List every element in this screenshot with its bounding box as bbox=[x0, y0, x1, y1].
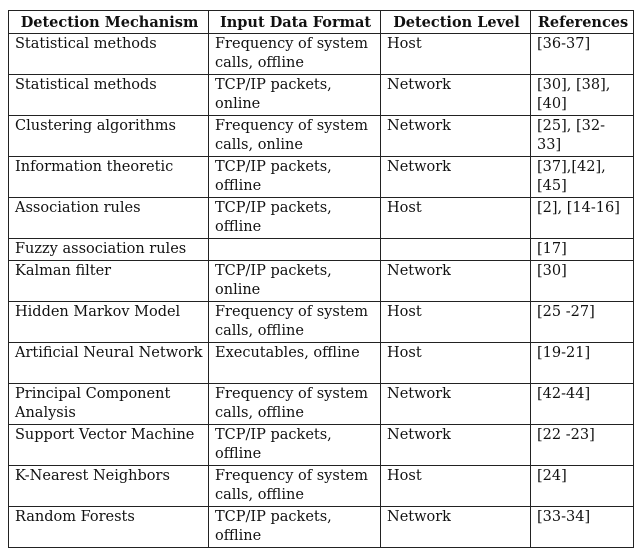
table-row bbox=[9, 34, 634, 75]
header-input-data-format: Input Data Format bbox=[209, 11, 381, 34]
table-row bbox=[9, 116, 634, 157]
table-row bbox=[9, 239, 634, 261]
cell-detection-level: Host bbox=[381, 466, 531, 507]
cell-mechanism: Hidden Markov Model bbox=[9, 302, 209, 343]
cell-detection-level: Host bbox=[381, 198, 531, 239]
table-row bbox=[9, 198, 634, 239]
cell-input-format: TCP/IP packets, online bbox=[209, 261, 381, 302]
cell-references: [36-37] bbox=[531, 34, 634, 75]
cell-input-format bbox=[209, 239, 381, 261]
cell-input-format: TCP/IP packets, offline bbox=[209, 425, 381, 466]
table-row bbox=[9, 425, 634, 466]
detection-mechanisms-table bbox=[8, 10, 634, 548]
cell-mechanism: Fuzzy association rules bbox=[9, 239, 209, 261]
table-row bbox=[9, 507, 634, 548]
cell-detection-level: Network bbox=[381, 116, 531, 157]
cell-input-format: Frequency of system calls, offline bbox=[209, 34, 381, 75]
cell-input-format: TCP/IP packets, offline bbox=[209, 157, 381, 198]
cell-mechanism: Principal Component Analysis bbox=[9, 384, 209, 425]
header-row bbox=[9, 11, 634, 34]
cell-input-format: TCP/IP packets, offline bbox=[209, 507, 381, 548]
cell-references: [42-44] bbox=[531, 384, 634, 425]
cell-detection-level: Host bbox=[381, 343, 531, 384]
cell-input-format: TCP/IP packets, online bbox=[209, 75, 381, 116]
cell-detection-level: Network bbox=[381, 261, 531, 302]
cell-detection-level: Host bbox=[381, 302, 531, 343]
cell-input-format: Executables, offline bbox=[209, 343, 381, 384]
cell-detection-level: Network bbox=[381, 384, 531, 425]
cell-detection-level: Host bbox=[381, 34, 531, 75]
table-row bbox=[9, 302, 634, 343]
table-row bbox=[9, 466, 634, 507]
header-detection-level: Detection Level bbox=[381, 11, 531, 34]
cell-references: [2], [14-16] bbox=[531, 198, 634, 239]
cell-mechanism: Information theoretic bbox=[9, 157, 209, 198]
table-container bbox=[8, 10, 633, 548]
cell-mechanism: Association rules bbox=[9, 198, 209, 239]
cell-references: [19-21] bbox=[531, 343, 634, 384]
cell-references: [37],[42], [45] bbox=[531, 157, 634, 198]
cell-references: [17] bbox=[531, 239, 634, 261]
cell-mechanism: Clustering algorithms bbox=[9, 116, 209, 157]
cell-detection-level: Network bbox=[381, 425, 531, 466]
cell-references: [33-34] bbox=[531, 507, 634, 548]
cell-references: [30] bbox=[531, 261, 634, 302]
header-references: References bbox=[531, 11, 634, 34]
cell-mechanism: Statistical methods bbox=[9, 75, 209, 116]
cell-mechanism: K-Nearest Neighbors bbox=[9, 466, 209, 507]
table-row bbox=[9, 261, 634, 302]
cell-references: [24] bbox=[531, 466, 634, 507]
cell-mechanism: Kalman filter bbox=[9, 261, 209, 302]
table-row bbox=[9, 75, 634, 116]
cell-references: [22 -23] bbox=[531, 425, 634, 466]
table-row bbox=[9, 384, 634, 425]
cell-references: [25], [32-33] bbox=[531, 116, 634, 157]
cell-input-format: Frequency of system calls, online bbox=[209, 116, 381, 157]
table-row bbox=[9, 343, 634, 384]
cell-mechanism: Random Forests bbox=[9, 507, 209, 548]
cell-references: [30], [38], [40] bbox=[531, 75, 634, 116]
table-row bbox=[9, 157, 634, 198]
cell-detection-level: Network bbox=[381, 507, 531, 548]
cell-input-format: Frequency of system calls, offline bbox=[209, 302, 381, 343]
cell-mechanism: Statistical methods bbox=[9, 34, 209, 75]
cell-mechanism: Support Vector Machine bbox=[9, 425, 209, 466]
header-detection-mechanism: Detection Mechanism bbox=[9, 11, 209, 34]
cell-detection-level bbox=[381, 239, 531, 261]
cell-input-format: TCP/IP packets, offline bbox=[209, 198, 381, 239]
cell-input-format: Frequency of system calls, offline bbox=[209, 384, 381, 425]
cell-detection-level: Network bbox=[381, 75, 531, 116]
cell-references: [25 -27] bbox=[531, 302, 634, 343]
cell-mechanism: Artificial Neural Network bbox=[9, 343, 209, 384]
cell-detection-level: Network bbox=[381, 157, 531, 198]
cell-input-format: Frequency of system calls, offline bbox=[209, 466, 381, 507]
